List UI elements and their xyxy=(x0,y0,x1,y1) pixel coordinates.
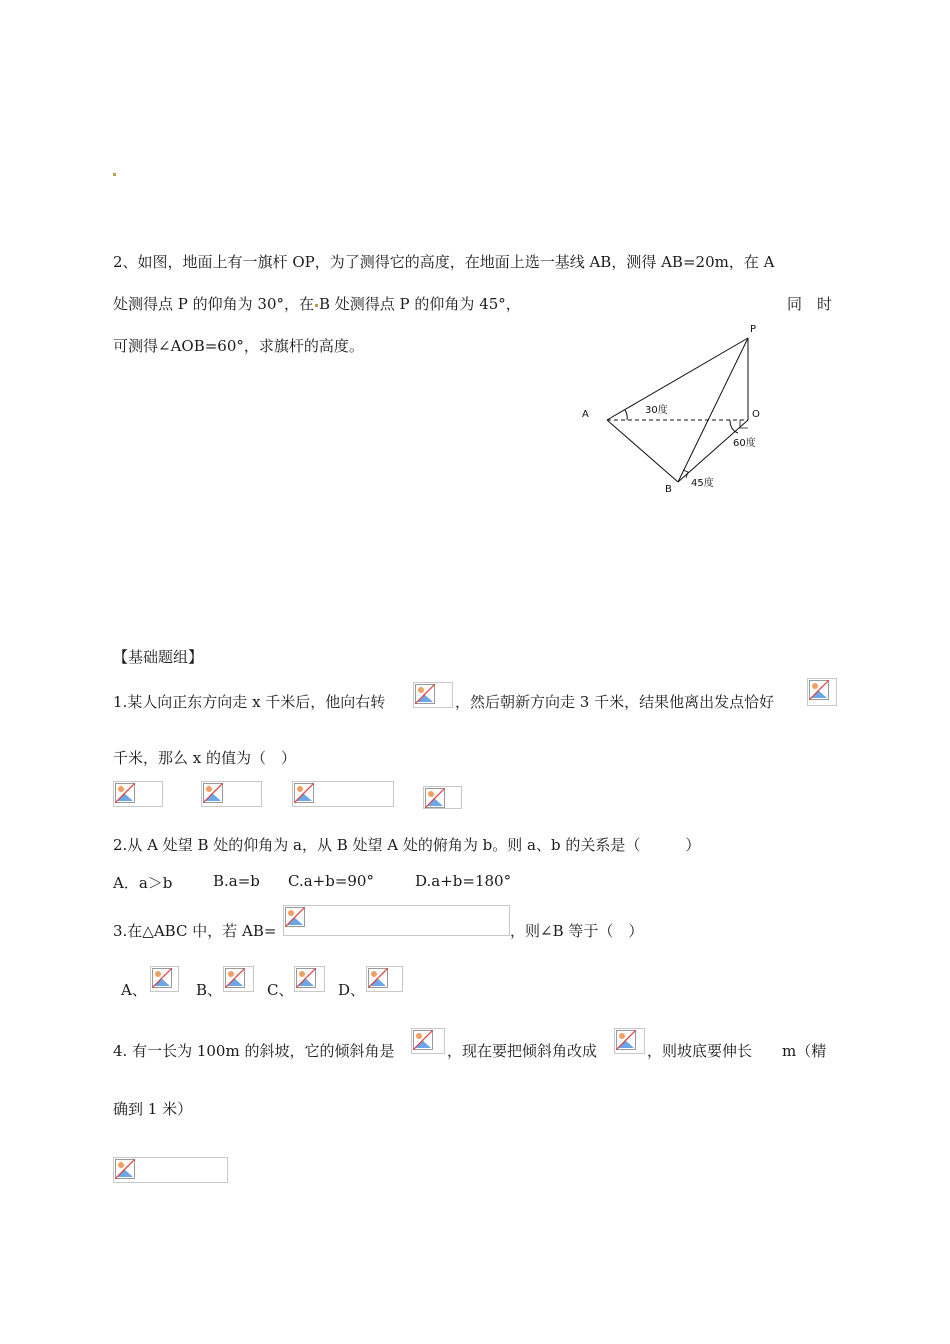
label-B: B xyxy=(665,484,672,495)
label-A: A xyxy=(582,409,589,420)
q1-text-a: 1.某人向正东方向走 x 千米后，他向右转 xyxy=(113,693,386,711)
q2-text-a: 2.从 A 处望 B 处的仰角为 a，从 B 处 xyxy=(113,836,368,854)
problem2-line3: 可测得∠AOB=60°，求旗杆的高度。 xyxy=(113,337,364,355)
image-placeholder-icon xyxy=(113,1157,228,1183)
q2-option-b: B.a=b xyxy=(213,872,260,890)
problem2-line2-right: 同 时 xyxy=(787,295,833,313)
image-placeholder-icon xyxy=(292,781,394,807)
q4-text-b: ，现在要把倾斜角改成 xyxy=(447,1042,598,1060)
label-angle-30: 30度 xyxy=(645,405,668,416)
section-title: 【基础题组】 xyxy=(113,648,204,666)
line-BO xyxy=(678,420,748,482)
q3-text-b: ，则∠B 等于（ ） xyxy=(510,922,644,940)
label-O: O xyxy=(752,409,760,420)
line-AP xyxy=(607,338,748,420)
q3-text-a: 3.在△ABC 中，若 AB= xyxy=(113,922,277,940)
angle-arc-A xyxy=(625,410,627,420)
q3-option-c-label: C、 xyxy=(267,981,294,999)
image-placeholder-icon xyxy=(614,1028,645,1054)
image-placeholder-icon xyxy=(423,786,462,809)
label-angle-60: 60度 xyxy=(733,438,756,449)
image-placeholder-icon xyxy=(201,781,262,807)
image-placeholder-icon xyxy=(413,682,453,708)
label-P: P xyxy=(750,324,757,335)
q4-text-d: 确到 1 米） xyxy=(113,1100,193,1118)
q4-text-c: ，则坡底要伸长 m（精 xyxy=(647,1042,827,1060)
q1-text-c: 千米，那么 x 的值为（ ） xyxy=(113,749,296,767)
line-BP xyxy=(678,338,748,482)
marker-dot xyxy=(113,173,116,176)
image-placeholder-icon xyxy=(807,678,837,706)
q3-option-a-label: A、 xyxy=(121,981,147,999)
label-angle-45: 45度 xyxy=(691,478,714,489)
q2-text-b: 望 A 处的俯角为 b。则 a、b 的关系是（ ） xyxy=(367,836,701,854)
image-placeholder-icon xyxy=(113,781,163,807)
image-placeholder-icon xyxy=(294,966,325,992)
q4-text-a: 4. 有一长为 100m 的斜坡，它的倾斜角是 xyxy=(113,1042,395,1060)
line-AB xyxy=(607,420,678,482)
q2-option-a: A．a＞b xyxy=(113,874,173,892)
image-placeholder-icon xyxy=(223,966,254,992)
q3-option-d-label: D、 xyxy=(338,981,366,999)
problem2-line2 xyxy=(113,293,521,314)
q2-option-d: D.a+b=180° xyxy=(415,872,512,890)
inline-dot xyxy=(315,304,318,307)
problem2-line1: 2、如图，地面上有一旗杆 OP，为了测得它的高度，在地面上选一基线 AB，测得 AB=20m，在 A xyxy=(113,253,775,271)
angle-arc-O xyxy=(730,420,738,433)
problem2-line2-part2: B 处测得点 P 的仰角为 45°， xyxy=(319,295,521,313)
image-placeholder-icon xyxy=(411,1028,445,1054)
flagpole-diagram xyxy=(570,320,790,500)
q3-option-b-label: B、 xyxy=(196,981,223,999)
q2-line xyxy=(113,834,700,855)
image-placeholder-icon xyxy=(283,905,510,936)
q2-option-c: C.a+b=90° xyxy=(288,872,374,890)
image-placeholder-icon xyxy=(150,966,179,992)
q1-text-b: ，然后朝新方向走 3 千米，结果他离出发点恰好 xyxy=(455,693,775,711)
image-placeholder-icon xyxy=(366,966,403,992)
problem2-line2-part1: 处测得点 P 的仰角为 30°，在 xyxy=(113,295,314,313)
